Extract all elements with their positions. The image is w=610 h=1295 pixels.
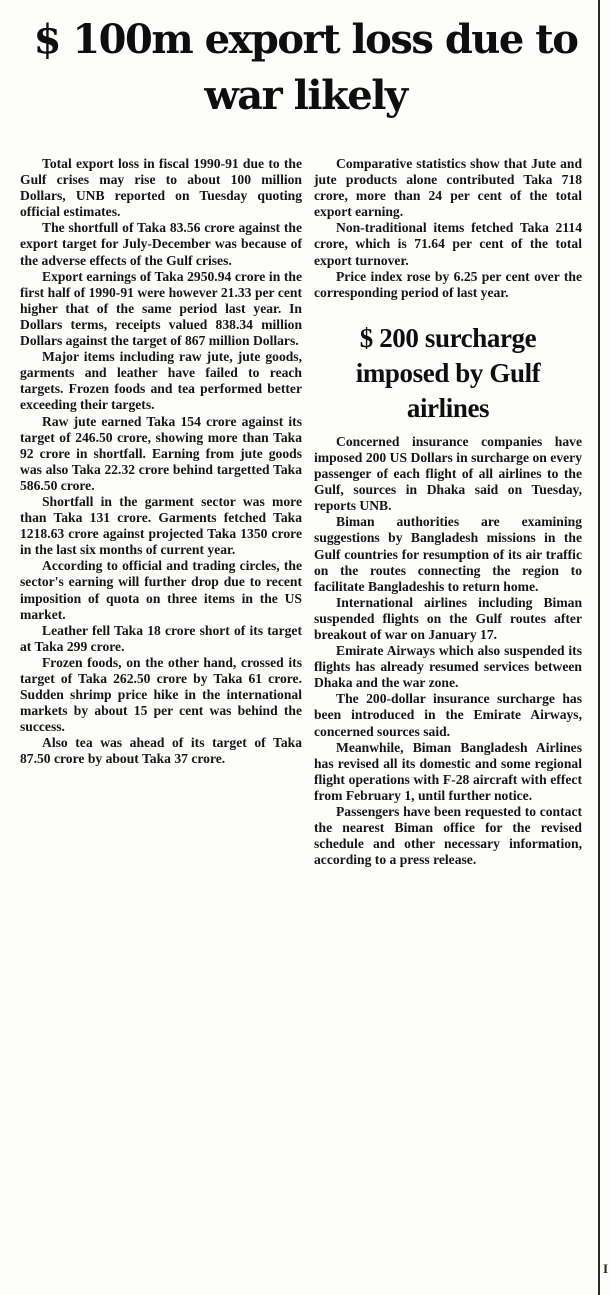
secondary-paragraph: Meanwhile, Biman Bangladesh Airlines has revised all its domestic and some regional flight operations with F-28 aircraft with effect from February 1, until further notice. <box>314 739 582 803</box>
adjacent-column-fragment: I <box>603 1261 609 1276</box>
column-divider-rule <box>598 0 600 1295</box>
article-paragraph: Non-traditional items fetched Taka 2114 crore, which is 71.64 per cent of the total export turnover. <box>314 220 582 268</box>
secondary-paragraph: Concerned insurance companies have imposed 200 US Dollars in surcharge on every passenger of each flight of all airlines to the Gulf, sources in Dhaka said on Tuesday, reports UNB. <box>314 433 582 514</box>
article-paragraph: The shortfull of Taka 83.56 crore against the export target for July-December was because of the adverse effects of the Gulf crises. <box>20 220 302 268</box>
article-paragraph: Price index rose by 6.25 per cent over the corresponding period of last year. <box>314 268 582 300</box>
article-column-left <box>20 156 302 768</box>
article-paragraph: Shortfall in the garment sector was more than Taka 131 crore. Garments fetched Taka 1218.63 crore against projected Taka 1350 crore in the last six months of current year. <box>20 493 302 558</box>
secondary-paragraph: International airlines including Biman suspended flights on the Gulf routes after breakout of war on January 17. <box>314 594 582 642</box>
article-paragraph: According to official and trading circles, the sector's earning will further drop due to recent imposition of quota on three items in the US market. <box>20 558 302 622</box>
secondary-paragraph: Passengers have been requested to contact the nearest Biman office for the revised schedule and other necessary information, according to a press release. <box>314 804 582 868</box>
article-paragraph: Major items including raw jute, jute goods, garments and leather have failed to reach targets. Frozen foods and tea performed better exceeding their targets. <box>20 349 302 413</box>
article-paragraph: Comparative statistics show that Jute and jute products alone contributed Taka 718 crore, more than 24 per cent of the total export earning. <box>314 156 582 220</box>
secondary-paragraph: Emirate Airways which also suspended its flights has already resumed services between Dhaka and the war zone. <box>314 643 582 691</box>
secondary-paragraph: The 200-dollar insurance surcharge has been introduced in the Emirate Airways, concerned sources said. <box>314 691 582 739</box>
main-headline: $ 100m export loss due to war likely <box>33 16 578 119</box>
article-paragraph: Export earnings of Taka 2950.94 crore in the first half of 1990-91 were however 21.33 per cent higher that of the same period last year. In Dollars terms, receipts valued 838.34 million Dollars against the target of 867 million Dollars. <box>20 268 302 349</box>
article-column-right <box>314 156 582 868</box>
secondary-paragraph: Biman authorities are examining suggestions by Bangladesh missions in the Gulf countries for resumption of its air traffic on the routes connecting the region to facilitate Bangladeshis to return home. <box>314 514 582 594</box>
article-paragraph: Raw jute earned Taka 154 crore against its target of 246.50 crore, showing more than Taka 92 crore in shortfall. Earning from jute goods was also Taka 22.32 crore behind targetted Taka 586.50 crore. <box>20 413 302 493</box>
secondary-article-body <box>314 434 582 869</box>
article-paragraph: Leather fell Taka 18 crore short of its target at Taka 299 crore. <box>20 622 302 654</box>
article-paragraph: Also tea was ahead of its target of Taka 87.50 crore by about Taka 37 crore. <box>20 735 302 767</box>
secondary-headline: $ 200 surcharge imposed by Gulf airlines <box>355 322 541 423</box>
article-paragraph: Frozen foods, on the other hand, crossed its target of Taka 262.50 crore by Taka 61 crore. Sudden shrimp price hike in the international markets by about 15 per cent was behind the success. <box>20 654 302 735</box>
article-paragraph: Total export loss in fiscal 1990-91 due to the Gulf crises may rise to about 100 million Dollars, UNB reported on Tuesday quoting official estimates. <box>20 156 302 220</box>
